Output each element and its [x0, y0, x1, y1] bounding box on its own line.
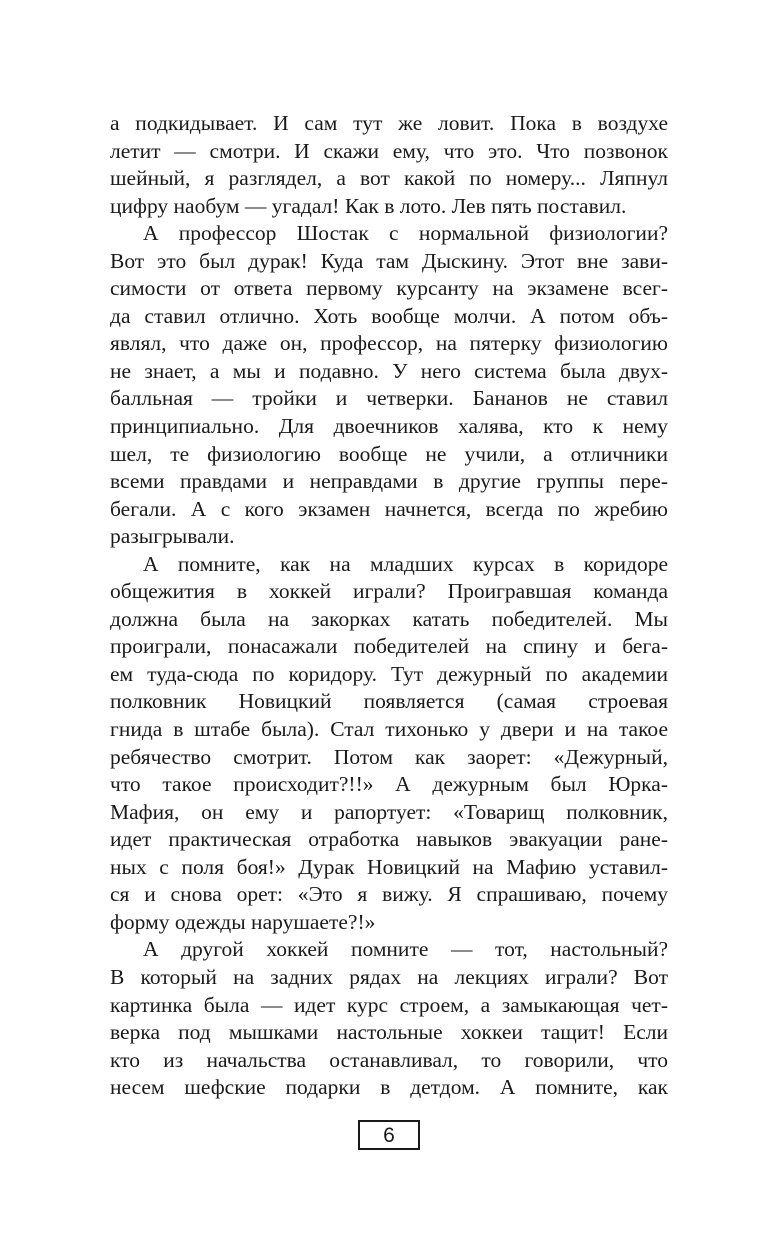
text-line: верка под мышками настольные хоккеи тащит! Если [110, 1020, 668, 1045]
text-line: А профессор Шостак с нормальной физиологии? [143, 221, 668, 246]
text-line: ем туда-сюда по коридору. Тут дежурный по академии [110, 661, 668, 686]
text-line: картинка была — идет курс строем, а замыкающая чет- [110, 992, 668, 1017]
text-line: несем шефские подарки в детдом. А помните, как [110, 1075, 668, 1100]
text-line: шейный, я разглядел, а вот какой по номеру... Ляпнул [110, 166, 668, 191]
text-line: общежития в хоккей играли? Проигравшая команда [110, 579, 668, 604]
text-line: что такое происходит?!!» А дежурным был Юрка- [110, 772, 668, 797]
text-line: кто из начальства останавливал, то говорили, что [110, 1047, 668, 1072]
text-line: разыгрывали. [110, 524, 235, 549]
text-line: ся и снова орет: «Это я вижу. Я спрашиваю, почему [110, 882, 668, 907]
text-line: ребячество смотрит. Потом как заорет: «Дежурный, [110, 744, 668, 769]
text-line: являл, что даже он, профессор, на пятерку физиологию [110, 331, 668, 356]
text-line: да ставил отлично. Хоть вообще молчи. А потом объ- [110, 303, 668, 328]
text-line: не знает, а мы и подавно. У него система была двух- [110, 358, 668, 383]
text-line: форму одежды нарушаете?!» [110, 909, 376, 934]
text-line: шел, те физиологию вообще не учили, а отличники [110, 441, 668, 466]
page-number-box [358, 1120, 420, 1150]
text-line: всеми правдами и неправдами в другие группы пере- [110, 469, 668, 494]
text-line: летит — смотри. И скажи ему, что это. Что позвонок [110, 138, 668, 163]
text-line: В который на задних рядах на лекциях играли? Вот [110, 964, 668, 989]
text-line: проиграли, понасажали победителей на спину и бега- [110, 634, 668, 659]
text-line: ных с поля боя!» Дурак Новицкий на Мафию уставил- [110, 854, 668, 879]
text-line: бегали. А с кого экзамен начнется, всегда по жребию [110, 496, 668, 521]
text-line: цифру наобум — угадал! Как в лото. Лев пять поставил. [110, 193, 627, 218]
text-line: должна была на закорках катать победителей. Мы [110, 606, 668, 631]
text-line: гнида в штабе была). Стал тихонько у двери и на такое [110, 717, 668, 742]
text-line: балльная — тройки и четверки. Бананов не ставил [110, 386, 668, 411]
text-line: А другой хоккей помните — тот, настольный? [143, 937, 668, 962]
text-line: полковник Новицкий появляется (самая строевая [110, 689, 668, 714]
text-line: а подкидывает. И сам тут же ловит. Пока в воздухе [110, 111, 668, 135]
text-line: А помните, как на младших курсах в коридоре [143, 551, 668, 576]
page-text [110, 110, 668, 1102]
text-line: симости от ответа первому курсанту на экзамене всег- [110, 276, 668, 301]
text-line: Вот это был дурак! Куда там Дыскину. Этот вне зави- [110, 248, 668, 273]
text-line: принципиально. Для двоечников халява, кто к нему [110, 414, 668, 439]
text-line: Мафия, он ему и рапортует: «Товарищ полковник, [110, 799, 668, 824]
page-number: 6 [383, 1123, 395, 1147]
text-line: идет практическая отработка навыков эвакуации ране- [110, 827, 668, 852]
